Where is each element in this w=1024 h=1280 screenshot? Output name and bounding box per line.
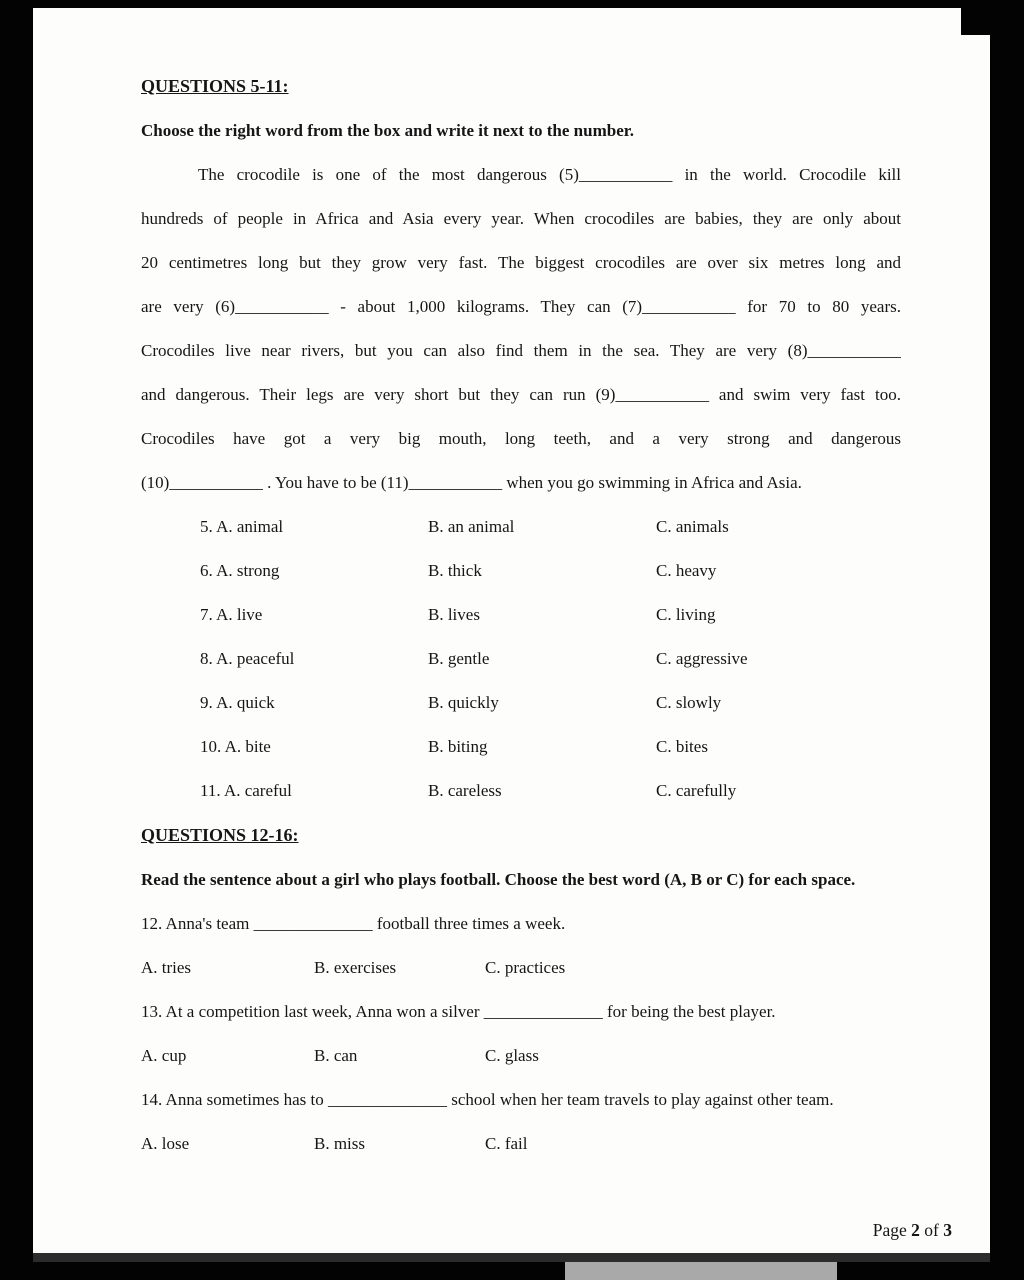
passage-line: are very (6)___________ - about 1,000 kilograms. They can (7)___________ for 70 to 80 years. — [141, 297, 901, 316]
option-a-cell — [200, 725, 271, 769]
question-number: 5. — [200, 517, 213, 536]
option-b-label: B. miss — [314, 1134, 366, 1153]
option-b-label: B. careless — [428, 781, 502, 800]
section1-heading-row — [141, 64, 901, 109]
option-c-label: C. practices — [485, 958, 566, 977]
option-a-label: A. quick — [216, 693, 275, 712]
option-a-label: A. strong — [216, 561, 280, 580]
page-number: 2 — [911, 1220, 920, 1240]
page-content — [141, 64, 901, 1166]
page-corner-notch — [961, 8, 990, 35]
page-footer — [873, 1220, 952, 1241]
options-row-q10 — [141, 725, 901, 769]
option-a-label: A. lose — [141, 1134, 190, 1153]
option-a-label: A. bite — [224, 737, 271, 756]
options-row-q8 — [141, 637, 901, 681]
options-row-q11 — [141, 769, 901, 813]
option-b-label: B. exercises — [314, 958, 397, 977]
question-13-text: 13. At a competition last week, Anna won a silver ______________ for being the best player. — [141, 1002, 776, 1021]
option-b-label: B. lives — [428, 605, 480, 624]
question-12-options — [141, 946, 901, 990]
question-number: 6. — [200, 561, 213, 580]
options-row-q5 — [141, 505, 901, 549]
option-a-cell — [200, 549, 279, 593]
passage-line: Crocodiles live near rivers, but you can also find them in the sea. They are very (8)___________ — [141, 341, 901, 360]
option-a-label: A. cup — [141, 1046, 187, 1065]
passage-line: The crocodile is one of the most dangerous (5)___________ in the world. Crocodile kill — [198, 165, 901, 184]
section2-heading: QUESTIONS 12-16: — [141, 825, 299, 845]
option-a-cell — [200, 637, 294, 681]
options-row-q7 — [141, 593, 901, 637]
section1-instruction: Choose the right word from the box and write it next to the number. — [141, 121, 634, 140]
question-number: 8. — [200, 649, 213, 668]
option-a-label: A. careful — [223, 781, 292, 800]
options-row-q6 — [141, 549, 901, 593]
option-b-label: B. quickly — [428, 693, 499, 712]
question-number: 11. — [200, 781, 221, 800]
page-word: Page — [872, 1220, 907, 1240]
passage-line: Crocodiles have got a very big mouth, long teeth, and a very strong and dangerous — [141, 429, 901, 448]
option-b-label: B. gentle — [428, 649, 490, 668]
option-b-label: B. biting — [428, 737, 488, 756]
bottom-edge-strip — [33, 1253, 990, 1262]
question-12-text: 12. Anna's team ______________ football three times a week. — [141, 914, 566, 933]
question-14-text: 14. Anna sometimes has to ______________ school when her team travels to play against other team. — [141, 1090, 834, 1109]
option-a-label: A. live — [216, 605, 263, 624]
document-page — [33, 8, 990, 1253]
passage-line: and dangerous. Their legs are very short but they can run (9)___________ and swim very fast too. — [141, 385, 901, 404]
question-number: 10. — [200, 737, 222, 756]
options-row-q9 — [141, 681, 901, 725]
passage-line: (10)___________ . You have to be (11)___________ when you go swimming in Africa and Asia. — [141, 473, 802, 492]
option-c-label: C. carefully — [656, 781, 737, 800]
option-c-label: C. aggressive — [656, 649, 748, 668]
of-word: of — [924, 1220, 939, 1240]
option-a-label: A. peaceful — [216, 649, 295, 668]
option-a-label: A. tries — [141, 958, 192, 977]
option-b-label: B. can — [314, 1046, 358, 1065]
option-a-cell — [200, 593, 262, 637]
option-a-cell — [200, 769, 292, 813]
option-c-label: C. living — [656, 605, 716, 624]
passage-line: hundreds of people in Africa and Asia every year. When crocodiles are babies, they are only about — [141, 209, 901, 228]
question-13-options — [141, 1034, 901, 1078]
option-c-label: C. bites — [656, 737, 708, 756]
option-c-label: C. heavy — [656, 561, 717, 580]
section2-heading-row — [141, 813, 901, 858]
option-c-label: C. fail — [485, 1134, 528, 1153]
question-number: 7. — [200, 605, 213, 624]
passage-line: 20 centimetres long but they grow very fast. The biggest crocodiles are over six metres long and — [141, 253, 901, 272]
option-c-label: C. animals — [656, 517, 729, 536]
option-a-cell — [200, 505, 283, 549]
option-b-label: B. an animal — [428, 517, 515, 536]
section2-instruction: Read the sentence about a girl who plays football. Choose the best word (A, B or C) for each space. — [141, 870, 856, 889]
option-a-label: A. animal — [216, 517, 284, 536]
option-b-label: B. thick — [428, 561, 482, 580]
question-14-options — [141, 1122, 901, 1166]
page-total: 3 — [943, 1220, 952, 1240]
section1-heading: QUESTIONS 5-11: — [141, 76, 289, 96]
option-c-label: C. glass — [485, 1046, 539, 1065]
question-number: 9. — [200, 693, 213, 712]
bottom-scrollbar-thumb[interactable] — [565, 1262, 837, 1280]
option-a-cell — [200, 681, 275, 725]
option-c-label: C. slowly — [656, 693, 722, 712]
